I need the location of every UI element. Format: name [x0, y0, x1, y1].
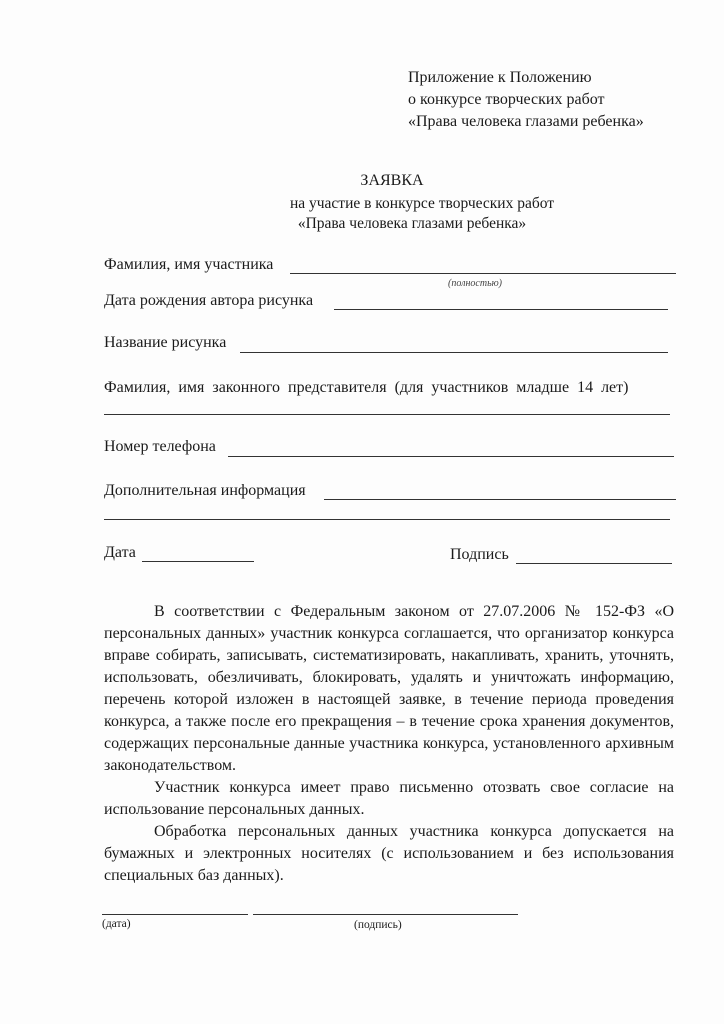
page-subtitle-1: на участие в конкурсе творческих работ [289, 195, 555, 212]
page-title: ЗАЯВКА [360, 172, 424, 189]
appendix-note [408, 67, 644, 133]
footer-date-field[interactable] [102, 914, 248, 915]
appendix-line-2: о конкурсе творческих работ [408, 91, 605, 108]
consent-paragraph-2: Участник конкурса имеет право письменно отозвать свое согласие на использование персональных данных. [104, 779, 674, 818]
birth-date-label: Дата рождения автора рисунка [104, 292, 314, 309]
consent-paragraph-1: В соответствии с Федеральным законом от 27.07.2006 № 152-ФЗ «О персональных данных» участник конкурса соглашается, что организатор конкурса вправе собирать, записывать, систематизировать, накапливать, хранить, уточнять, использовать, обезличивать, блокировать, удалять и уничтожать информацию, перечень которой изложен в настоящей заявке, в течение периода проведения конкурса, а также после его прекращения – в течение срока хранения документов, содержащих персональные данные участника конкурса, установленного архивным законодательством. [104, 603, 674, 774]
phone-label: Номер телефона [104, 438, 216, 455]
footer-signature-field[interactable] [253, 914, 518, 915]
additional-info-field-2[interactable] [104, 519, 670, 520]
appendix-line-3: «Права человека глазами ребенка» [408, 113, 644, 130]
participant-name-field[interactable] [290, 273, 676, 274]
consent-paragraph-3: Обработка персональных данных участника конкурса допускается на бумажных и электронных носителях (с использованием и без использования специальных баз данных). [104, 823, 674, 884]
guardian-name-label: Фамилия, имя законного представителя (для участников младше 14 лет) [104, 379, 629, 396]
additional-info-label: Дополнительная информация [104, 482, 306, 499]
additional-info-field[interactable] [324, 499, 676, 500]
participant-name-label: Фамилия, имя участника [104, 256, 274, 273]
date-label: Дата [104, 544, 136, 561]
page-subtitle-2: «Права человека глазами ребенка» [297, 215, 527, 232]
phone-field[interactable] [228, 456, 674, 457]
signature-label: Подпись [450, 546, 509, 563]
footer-date-caption: (дата) [102, 918, 131, 930]
date-field[interactable] [142, 561, 254, 562]
birth-date-field[interactable] [334, 309, 668, 310]
drawing-title-field[interactable] [240, 352, 668, 353]
participant-name-hint: (полностью) [448, 278, 502, 289]
footer-signature-caption: (подпись) [354, 919, 402, 931]
signature-field[interactable] [516, 563, 672, 564]
appendix-line-1: Приложение к Положению [408, 69, 592, 86]
guardian-name-field[interactable] [104, 414, 670, 415]
drawing-title-label: Название рисунка [104, 334, 227, 351]
